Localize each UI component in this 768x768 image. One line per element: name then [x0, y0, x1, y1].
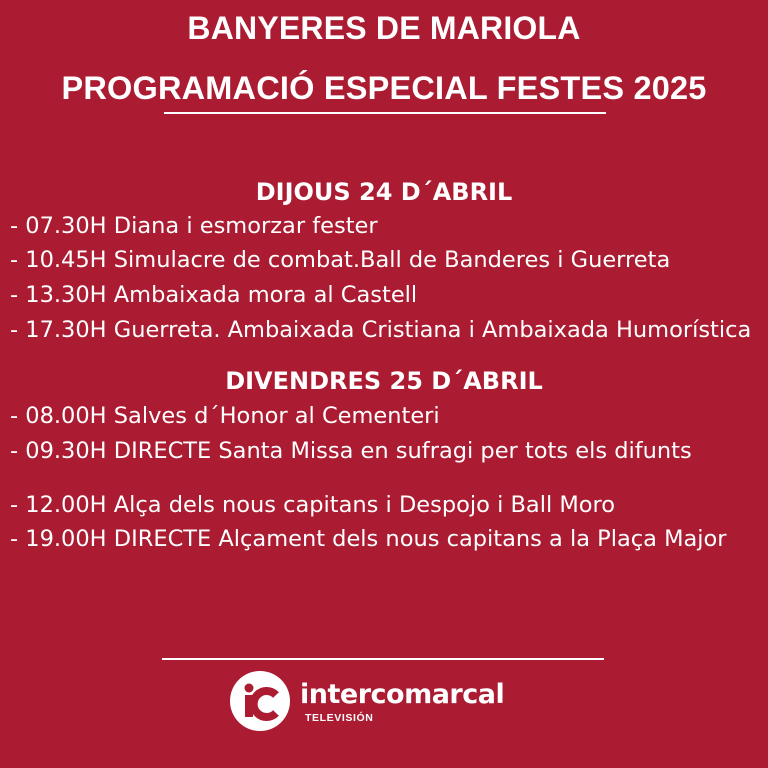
- schedule-item: - 09.30H DIRECTE Santa Missa en sufragi per tots els difunts: [10, 438, 692, 464]
- day-heading-thursday: DIJOUS 24 D´ABRIL: [255, 178, 513, 206]
- top-divider: [164, 112, 606, 114]
- title-line-1: BANYERES DE MARIOLA: [187, 10, 581, 46]
- schedule-item: - 08.00H Salves d´Honor al Cementeri: [10, 403, 440, 429]
- title-line-2: PROGRAMACIÓ ESPECIAL FESTES 2025: [61, 70, 707, 106]
- bottom-divider: [162, 658, 604, 660]
- logo-subtitle: TELEVISIÓN: [305, 712, 374, 724]
- schedule-item: - 13.30H Ambaixada mora al Castell: [10, 282, 418, 308]
- logo-ic-glyph-icon: [230, 671, 290, 731]
- day-heading-friday: DIVENDRES 25 D´ABRIL: [225, 367, 543, 395]
- schedule-item: - 07.30H Diana i esmorzar fester: [10, 213, 378, 239]
- logo-wordmark: intercomarcal: [300, 679, 505, 710]
- schedule-item: - 12.00H Alça dels nous capitans i Despojo i Ball Moro: [10, 492, 616, 518]
- schedule-item: - 17.30H Guerreta. Ambaixada Cristiana i Ambaixada Humorística: [10, 317, 752, 343]
- logo-ic-icon: [230, 671, 290, 731]
- schedule-item: - 19.00H DIRECTE Alçament dels nous capitans a la Plaça Major: [10, 526, 727, 552]
- schedule-item: - 10.45H Simulacre de combat.Ball de Banderes i Guerreta: [10, 247, 671, 273]
